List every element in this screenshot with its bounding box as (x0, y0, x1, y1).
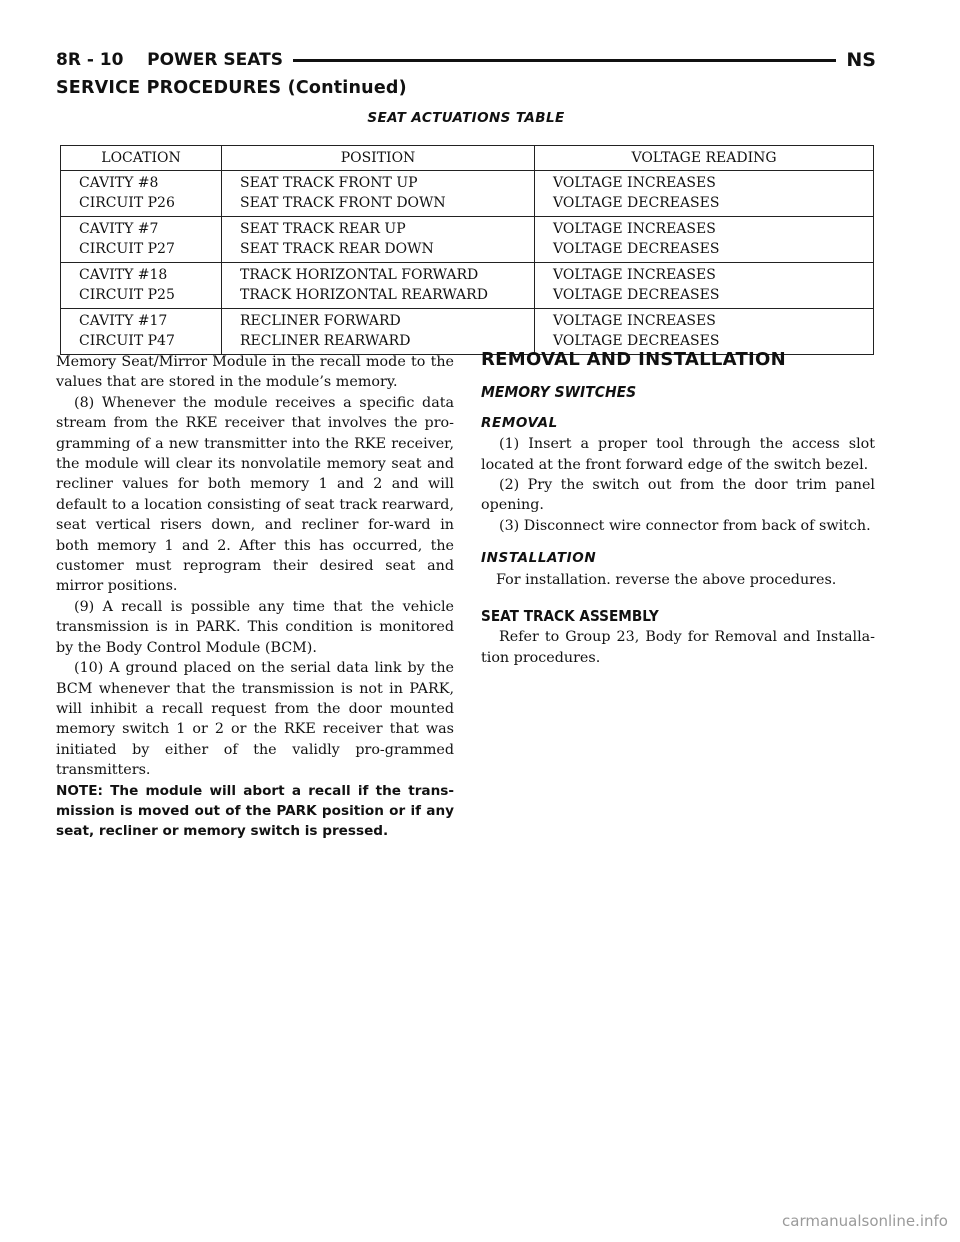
installation-text: For installation. reverse the above procedures. (496, 571, 837, 588)
column-header-position: POSITION (222, 146, 535, 171)
removal-step-1: (1) Insert a proper tool through the access slot located at the front forward edge of the switch bezel. (481, 436, 875, 473)
removal-step-3: (3) Disconnect wire connector from back of switch. (499, 517, 871, 534)
removal-step-2: (2) Pry the switch out from the door trim panel opening. (481, 477, 875, 514)
voltage-cell: VOLTAGE INCREASES VOLTAGE DECREASES (535, 171, 874, 217)
location-cell: CAVITY #7 CIRCUIT P27 (61, 217, 222, 263)
table-row (61, 309, 874, 355)
note: NOTE: The module will abort a recall if the trans-mission is moved out of the PARK position or if any seat, recliner or memory switch is pressed. (56, 782, 454, 840)
table-row (61, 263, 874, 309)
section-heading: SERVICE PROCEDURES (Continued) (56, 78, 407, 98)
table-header-row (61, 146, 874, 171)
memory-switches-heading: MEMORY SWITCHES (481, 383, 637, 402)
seat-actuations-table (60, 145, 874, 355)
position-cell: SEAT TRACK FRONT UP SEAT TRACK FRONT DOWN (222, 171, 535, 217)
page-number-title: 8R - 10 POWER SEATS (56, 50, 283, 70)
seat-track-text: Refer to Group 23, Body for Removal and Installa-tion procedures. (481, 629, 875, 666)
table-row (61, 217, 874, 263)
removal-installation-heading: REMOVAL AND INSTALLATION (481, 349, 787, 370)
position-cell: TRACK HORIZONTAL FORWARD TRACK HORIZONTAL REARWARD (222, 263, 535, 309)
paragraph-continued: Memory Seat/Mirror Module in the recall mode to the values that are stored in the module’s memory. (56, 354, 454, 391)
paragraph-step-10: (10) A ground placed on the serial data link by the BCM whenever that the transmission is not in PARK, will inhibit a recall request from the door mounted memory switch 1 or 2 or the RKE receiver that was initiated by either of the validly pro-grammed transmitters. (56, 660, 454, 779)
watermark: carmanualsonline.info (782, 1212, 948, 1230)
voltage-cell: VOLTAGE INCREASES VOLTAGE DECREASES (535, 263, 874, 309)
voltage-cell: VOLTAGE INCREASES VOLTAGE DECREASES (535, 217, 874, 263)
location-cell: CAVITY #17 CIRCUIT P47 (61, 309, 222, 355)
table-title: SEAT ACTUATIONS TABLE (367, 110, 565, 126)
location-cell: CAVITY #18 CIRCUIT P25 (61, 263, 222, 309)
paragraph-step-9: (9) A recall is possible any time that the vehicle transmission is in PARK. This condition is monitored by the Body Control Module (BCM). (56, 598, 454, 656)
left-column (56, 352, 454, 842)
page-header (56, 46, 876, 74)
position-cell: SEAT TRACK REAR UP SEAT TRACK REAR DOWN (222, 217, 535, 263)
installation-heading: INSTALLATION (481, 550, 597, 567)
seat-track-heading: SEAT TRACK ASSEMBLY (481, 607, 659, 626)
paragraph-step-8: (8) Whenever the module receives a specific data stream from the RKE receiver that involves the pro-gramming of a new transmitter into the RKE receiver, the module will clear its nonvolatile memory seat and recliner values for both memory 1 and 2 and will default to a location consisting of seat track rearward, seat vertical risers down, and recliner for-ward in both memory 1 and 2. After this has occurred, the customer must reprogram their desired seat and mirror positions. (56, 394, 454, 595)
header-rule (293, 59, 836, 62)
voltage-cell: VOLTAGE INCREASES VOLTAGE DECREASES (535, 309, 874, 355)
position-cell: RECLINER FORWARD RECLINER REARWARD (222, 309, 535, 355)
column-header-voltage: VOLTAGE READING (535, 146, 874, 171)
column-header-location: LOCATION (61, 146, 222, 171)
model-code: NS (846, 49, 876, 71)
right-column (481, 350, 875, 668)
table-row (61, 171, 874, 217)
location-cell: CAVITY #8 CIRCUIT P26 (61, 171, 222, 217)
removal-heading: REMOVAL (481, 414, 558, 431)
